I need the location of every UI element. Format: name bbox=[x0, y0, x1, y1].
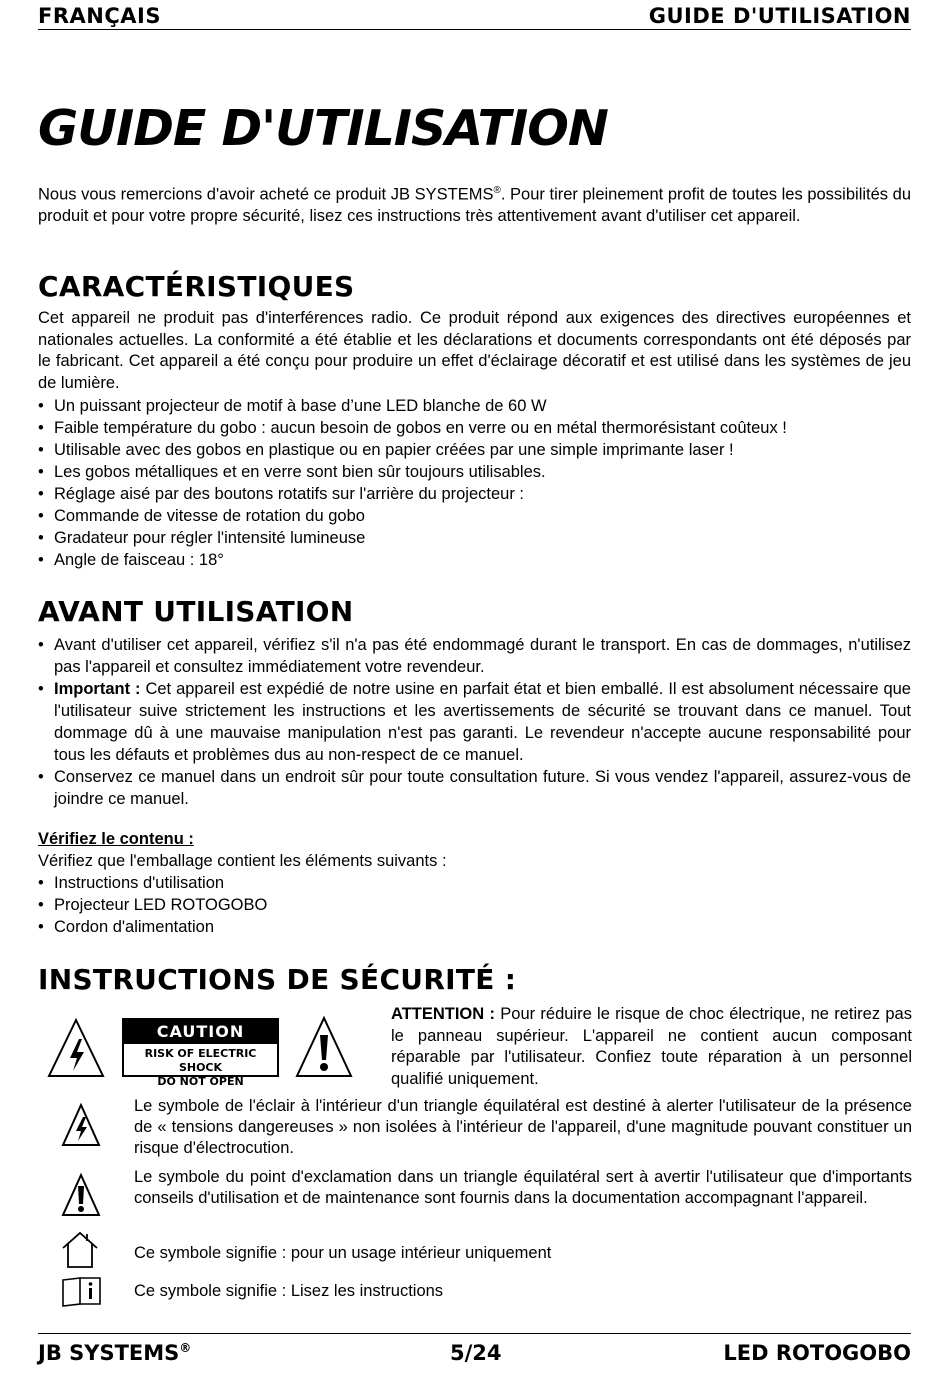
list-item: • Important : Cet appareil est expédié de notre usine en parfait état et bien emballé. Il est absolument nécessaire que l'utilisateur suive strictement les instructions et les avertissements de sécurité se trouvant dans ce manuel. Tout dommage dû à une mauvaise manipulation n'est pas garanti. Le revendeur n'accepte aucune responsabilité pour tous les défauts et problèmes dus au non-respect de ce manuel. bbox=[38, 678, 911, 766]
list-item: • Projecteur LED ROTOGOBO bbox=[38, 894, 911, 916]
contents-intro: Vérifiez que l'emballage contient les éléments suivants : bbox=[38, 852, 447, 870]
list-item: • Les gobos métalliques et en verre sont bien sûr toujours utilisables. bbox=[38, 461, 911, 483]
list-item: • Cordon d'alimentation bbox=[38, 916, 911, 938]
page-title: GUIDE D'UTILISATION bbox=[38, 100, 608, 157]
caution-title: CAUTION bbox=[124, 1020, 277, 1044]
list-item: • Réglage aisé par des boutons rotatifs sur l'arrière du projecteur : bbox=[38, 483, 911, 505]
book-symbol-text: Ce symbole signifie : Lisez les instructions bbox=[134, 1282, 444, 1300]
contents-heading: Vérifiez le contenu : bbox=[38, 830, 194, 848]
list-item: • Gradateur pour régler l'intensité lumineuse bbox=[38, 527, 911, 549]
exclamation-triangle-icon bbox=[60, 1172, 102, 1218]
attention-paragraph: ATTENTION : Pour réduire le risque de choc électrique, ne retirez pas le panneau supérieur. L'appareil ne contient aucun composant réparable par l'utilisateur. Confiez toute réparation à un personnel qualifié uniquement. bbox=[391, 1005, 912, 1088]
exclamation-triangle-icon bbox=[294, 1015, 354, 1079]
features-heading: CARACTÉRISTIQUES bbox=[38, 270, 355, 303]
house-icon bbox=[60, 1230, 100, 1270]
page-number: 5/24 bbox=[450, 1341, 502, 1365]
before-use-list bbox=[38, 634, 911, 810]
list-item: • Faible température du gobo : aucun besoin de gobos en verre ou en métal thermorésistant coûteux ! bbox=[38, 417, 911, 439]
list-item: • Un puissant projecteur de motif à base d’une LED blanche de 60 W bbox=[38, 395, 911, 417]
features-list bbox=[38, 395, 911, 571]
lightning-triangle-icon bbox=[46, 1017, 106, 1079]
header-language: FRANÇAIS bbox=[38, 4, 161, 28]
list-item: • Angle de faisceau : 18° bbox=[38, 549, 911, 571]
important-label: Important : bbox=[54, 680, 141, 698]
attention-label: ATTENTION : bbox=[391, 1005, 495, 1023]
house-symbol-text: Ce symbole signifie : pour un usage intérieur uniquement bbox=[134, 1244, 552, 1262]
list-item: • Instructions d'utilisation bbox=[38, 872, 911, 894]
footer-product: LED ROTOGOBO bbox=[723, 1341, 911, 1365]
caution-line: RISK OF ELECTRIC SHOCK bbox=[144, 1047, 257, 1074]
page-header bbox=[38, 2, 911, 30]
lightning-symbol-text: Le symbole de l'éclair à l'intérieur d'un triangle équilatéral est destiné à alerter l'utilisateur de la présence de « tensions dangereuses » non isolées à l'intérieur de l'appareil, d'une magnitude pouvant constituer un risque d'électrocution. bbox=[134, 1097, 912, 1157]
list-item: • Conservez ce manuel dans un endroit sûr pour toute consultation future. Si vous vendez l'appareil, assurez-vous de joindre ce manuel. bbox=[38, 766, 911, 810]
book-info-icon bbox=[60, 1274, 104, 1308]
contents-list bbox=[38, 872, 911, 938]
caution-line: DO NOT OPEN bbox=[157, 1075, 244, 1088]
lightning-triangle-icon bbox=[60, 1102, 102, 1148]
exclamation-symbol-text: Le symbole du point d'exclamation dans un triangle équilatéral sert à avertir l'utilisateur que d'importants conseils d'utilisation et de maintenance sont fournis dans la documentation accompagnant l'appareil. bbox=[134, 1168, 912, 1207]
list-item: • Utilisable avec des gobos en plastique ou en papier créées par une simple imprimante laser ! bbox=[38, 439, 911, 461]
caution-label bbox=[122, 1018, 279, 1088]
intro-paragraph: Nous vous remercions d'avoir acheté ce produit JB SYSTEMS®. Pour tirer pleinement profit de toutes les possibilités du produit et pour votre propre sécurité, lisez ces instructions très attentivement avant d'utiliser cet appareil. bbox=[38, 185, 911, 226]
before-use-heading: AVANT UTILISATION bbox=[38, 595, 354, 628]
features-paragraph: Cet appareil ne produit pas d'interférences radio. Ce produit répond aux exigences des directives européennes et nationales actuelles. La conformité a été établie et les déclarations et documents correspondants ont été déposés par le fabricant. Cet appareil a été conçu pour produire un effet d'éclairage décoratif et est utilisé dans les systèmes de jeu de lumière. bbox=[38, 309, 911, 393]
list-item: • Commande de vitesse de rotation du gobo bbox=[38, 505, 911, 527]
footer-brand: JB SYSTEMS® bbox=[38, 1341, 192, 1365]
header-doc-title: GUIDE D'UTILISATION bbox=[648, 4, 911, 28]
safety-heading: INSTRUCTIONS DE SÉCURITÉ : bbox=[38, 963, 517, 996]
list-item: • Avant d'utiliser cet appareil, vérifiez s'il n'a pas été endommagé durant le transport. En cas de dommages, n'utilisez pas l'appareil et consultez immédiatement votre revendeur. bbox=[38, 634, 911, 678]
page-footer bbox=[38, 1333, 911, 1374]
